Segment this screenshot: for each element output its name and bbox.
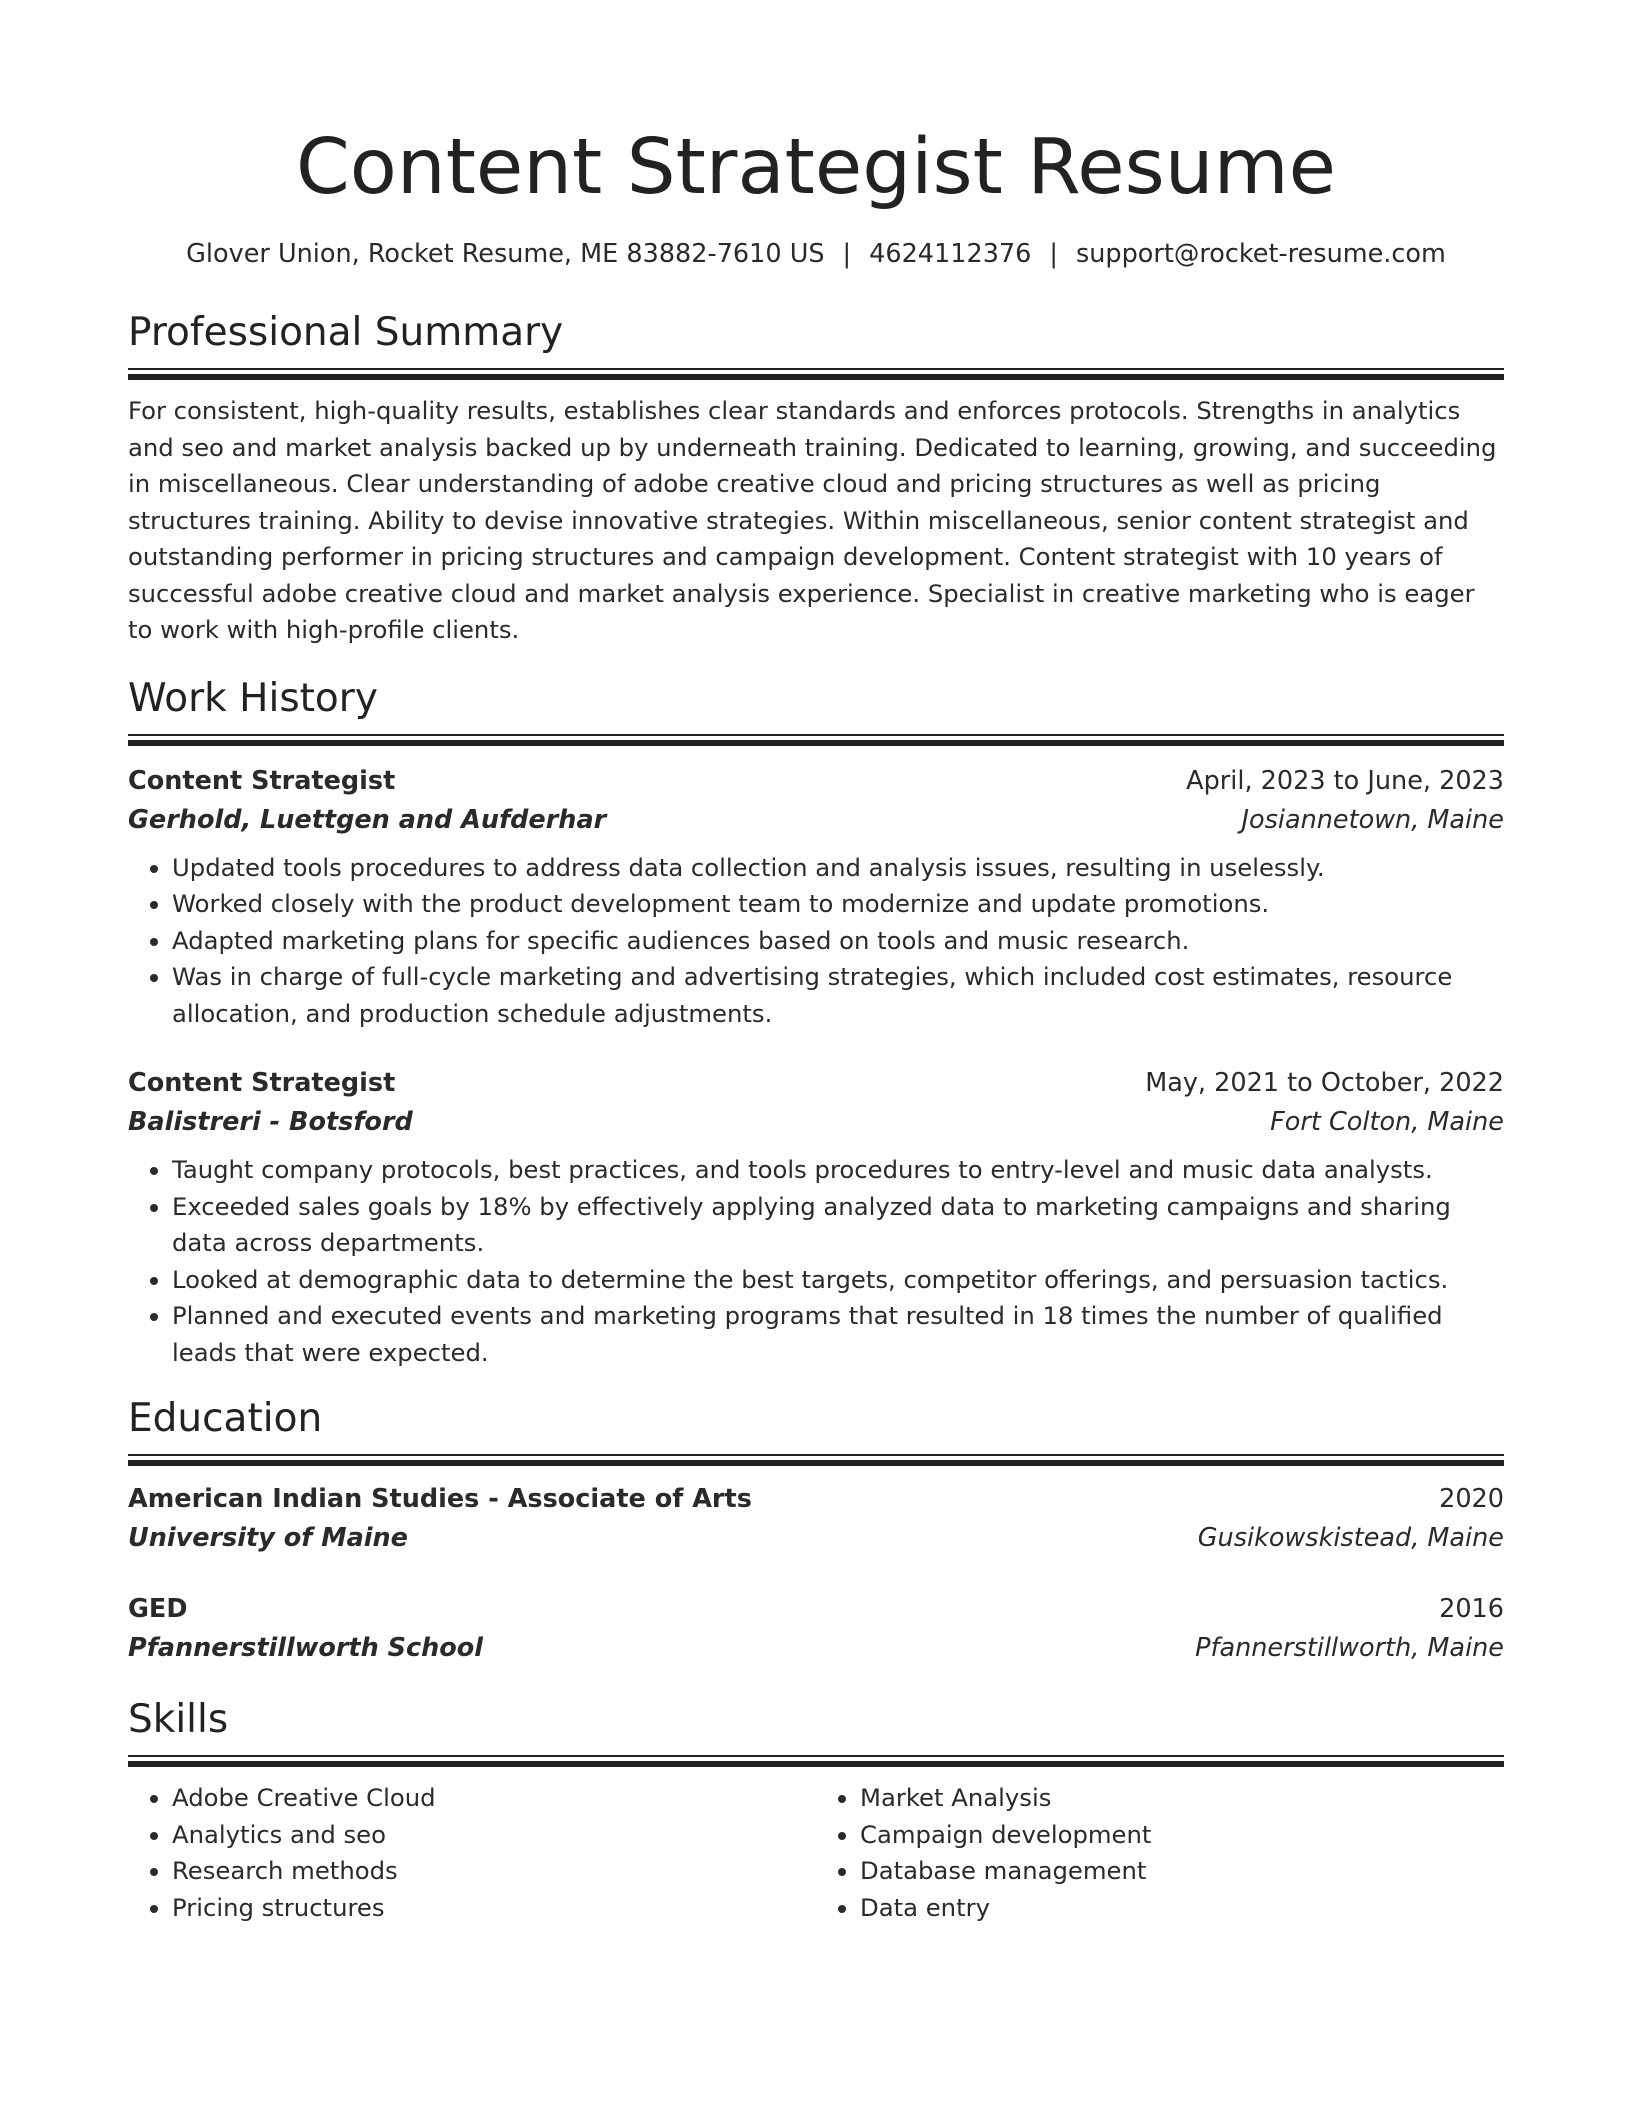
- job-bullet: • Planned and executed events and marketing programs that resulted in 18 times the number of qualified leads that were expected.: [172, 1298, 1504, 1371]
- skill-item: • Campaign development: [860, 1817, 1504, 1854]
- skills-section: [128, 1695, 1504, 1926]
- section-divider: [128, 734, 1504, 749]
- skill-item: • Database management: [860, 1853, 1504, 1890]
- job-bullet: • Looked at demographic data to determine the best targets, competitor offerings, and persuasion tactics.: [172, 1262, 1504, 1299]
- contact-phone: 4624112376: [869, 239, 1032, 269]
- education-header: [128, 1480, 1504, 1519]
- job-company: Gerhold, Luettgen and Aufderhar: [128, 804, 607, 835]
- skill-item: • Analytics and seo: [172, 1817, 816, 1854]
- education-location: Gusikowskistead, Maine: [1197, 1523, 1504, 1553]
- summary-text: For consistent, high-quality results, establishes clear standards and enforces protocols. Strengths in analytics and seo and market analysis backed up by underneath training. Dedicated to learning, growing, and succeeding in miscellaneous. Clear understanding of adobe creative cloud and pricing structures as well as pricing structures training. Ability to devise innovative strategies. Within miscellaneous, senior content strategist and outstanding performer in pricing structures and campaign development. Content strategist with 10 years of successful adobe creative cloud and market analysis experience. Specialist in creative marketing who is eager to work with high-profile clients.: [128, 396, 1497, 644]
- job-dates: May, 2021 to October, 2022: [1145, 1068, 1504, 1098]
- job-entry: [128, 1064, 1504, 1371]
- job-bullet: • Exceeded sales goals by 18% by effectively applying analyzed data to marketing campaigns and sharing data across departments.: [172, 1189, 1504, 1262]
- job-company: Balistreri - Botsford: [128, 1107, 413, 1137]
- section-divider: [128, 368, 1504, 383]
- job-bullet: • Adapted marketing plans for specific audiences based on tools and music research.: [172, 923, 1504, 960]
- education-location: Pfannerstillworth, Maine: [1195, 1633, 1504, 1663]
- summary-section: [128, 308, 1504, 649]
- skill-item: • Pricing structures: [172, 1890, 816, 1927]
- job-title: Content Strategist: [128, 765, 396, 796]
- education-subheader: [128, 1519, 1504, 1558]
- job-bullet: • Worked closely with the product development team to modernize and update promotions.: [172, 886, 1504, 923]
- education-subheader: [128, 1629, 1504, 1668]
- section-heading: Professional Summary: [128, 310, 564, 355]
- job-title: Content Strategist: [128, 1068, 396, 1098]
- skill-item: • Adobe Creative Cloud: [172, 1780, 816, 1817]
- skills-columns: [128, 1780, 1504, 1926]
- resume-title: Content Strategist Resume: [296, 123, 1336, 212]
- education-entry: [128, 1590, 1504, 1668]
- skills-column-left: [128, 1780, 816, 1926]
- education-degree: GED: [128, 1594, 188, 1624]
- contact-line: [128, 237, 1504, 271]
- education-year: 2020: [1439, 1484, 1504, 1514]
- job-location: Fort Colton, Maine: [1270, 1107, 1504, 1137]
- contact-separator: |: [1049, 239, 1058, 269]
- job-subheader: [128, 801, 1504, 840]
- section-divider: [128, 1755, 1504, 1770]
- section-heading: Work History: [128, 675, 378, 721]
- education-year: 2016: [1439, 1594, 1504, 1624]
- section-divider: [128, 1454, 1504, 1469]
- section-heading: Skills: [128, 1697, 229, 1742]
- education-section: [128, 1394, 1504, 1668]
- section-heading: Education: [128, 1396, 323, 1441]
- skills-column-right: [816, 1780, 1504, 1926]
- education-entry: [128, 1480, 1504, 1558]
- skill-item: • Market Analysis: [860, 1780, 1504, 1817]
- resume-content: [128, 118, 1504, 1926]
- job-bullet: • Was in charge of full-cycle marketing and advertising strategies, which included cost estimates, resource allocation, and production schedule adjustments.: [172, 959, 1504, 1032]
- job-location: Josiannetown, Maine: [1241, 804, 1504, 835]
- job-bullets: [128, 1152, 1504, 1371]
- job-header: [128, 762, 1504, 801]
- job-bullet: • Taught company protocols, best practices, and tools procedures to entry-level and music data analysts.: [172, 1152, 1504, 1189]
- education-header: [128, 1590, 1504, 1629]
- education-degree: American Indian Studies - Associate of Arts: [128, 1484, 752, 1514]
- skill-item: • Data entry: [860, 1890, 1504, 1927]
- job-bullet: • Updated tools procedures to address data collection and analysis issues, resulting in uselessly.: [172, 850, 1504, 887]
- contact-address: Glover Union, Rocket Resume, ME 83882-7610 US: [186, 239, 825, 269]
- work-history-section: [128, 674, 1504, 1372]
- education-school: Pfannerstillworth School: [128, 1633, 484, 1663]
- skill-item: • Research methods: [172, 1853, 816, 1890]
- job-header: [128, 1064, 1504, 1103]
- education-school: University of Maine: [128, 1523, 408, 1553]
- job-dates: April, 2023 to June, 2023: [1186, 765, 1504, 796]
- job-entry: [128, 762, 1504, 1033]
- job-bullets: [128, 850, 1504, 1033]
- contact-separator: |: [842, 239, 852, 269]
- contact-email: support@rocket-resume.com: [1075, 239, 1446, 269]
- job-subheader: [128, 1103, 1504, 1142]
